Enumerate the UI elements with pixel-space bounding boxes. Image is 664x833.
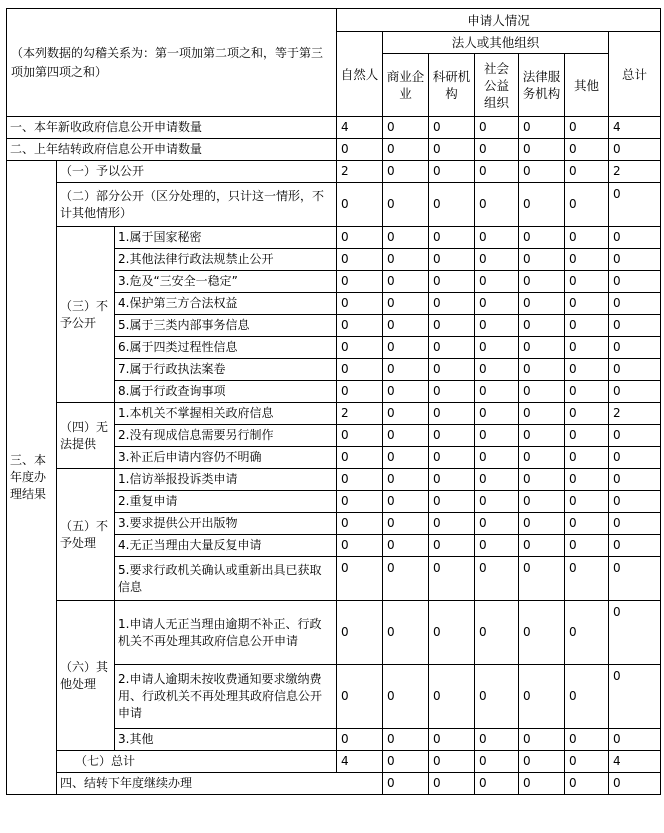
cell-natural-person: 0	[337, 601, 383, 665]
header-public-welfare: 社会公益组织	[475, 54, 519, 117]
cell-other: 0	[565, 665, 609, 729]
cell-other: 0	[565, 117, 609, 139]
cell-legal-service: 0	[519, 139, 565, 161]
cell-natural-person: 0	[337, 665, 383, 729]
cell-commercial: 0	[383, 665, 429, 729]
cell-other: 0	[565, 315, 609, 337]
cell-total: 0	[609, 665, 661, 729]
cell-other: 0	[565, 513, 609, 535]
cell-natural-person: 0	[337, 249, 383, 271]
cell-total: 4	[609, 751, 661, 773]
cell-total: 2	[609, 403, 661, 425]
row-label: 2.其他法律行政法规禁止公开	[115, 249, 337, 271]
cell-natural-person: 0	[337, 447, 383, 469]
cell-legal-service: 0	[519, 469, 565, 491]
cell-research: 0	[429, 249, 475, 271]
table-row	[7, 161, 661, 183]
cell-public-welfare: 0	[475, 161, 519, 183]
row-label: 8.属于行政查询事项	[115, 381, 337, 403]
cell-research: 0	[429, 227, 475, 249]
section-3-label: 三、本年度办理结果	[7, 161, 57, 795]
cell-public-welfare: 0	[475, 139, 519, 161]
cell-public-welfare: 0	[475, 729, 519, 751]
cell-other: 0	[565, 337, 609, 359]
cell-other: 0	[609, 773, 661, 795]
cell-research: 0	[429, 337, 475, 359]
row-label: 2.没有现成信息需要另行制作	[115, 425, 337, 447]
group-label-not-disclosed: （三）不予公开	[57, 227, 115, 403]
header-applicant-info: 申请人情况	[337, 9, 661, 32]
cell-other: 0	[565, 601, 609, 665]
cell-public-welfare: 0	[475, 381, 519, 403]
cell-public-welfare: 0	[475, 535, 519, 557]
cell-total: 0	[609, 601, 661, 665]
table-row	[7, 601, 661, 665]
cell-research: 0	[429, 403, 475, 425]
cell-public-welfare: 0	[475, 271, 519, 293]
cell-research: 0	[429, 183, 475, 227]
cell-natural-person: 0	[337, 315, 383, 337]
cell-public-welfare: 0	[475, 183, 519, 227]
row-label: 2.申请人逾期未按收费通知要求缴纳费用、行政机关不再处理其政府信息公开申请	[115, 665, 337, 729]
cell-commercial: 0	[383, 469, 429, 491]
cell-total: 0	[609, 293, 661, 315]
group-label-not-processed: （五）不予处理	[57, 469, 115, 601]
row-label: 4.无正当理由大量反复申请	[115, 535, 337, 557]
cell-public-welfare: 0	[475, 403, 519, 425]
cell-public-welfare: 0	[475, 359, 519, 381]
cell-other: 0	[565, 293, 609, 315]
cell-other: 0	[565, 161, 609, 183]
cell-total: 0	[609, 359, 661, 381]
cell-total: 0	[609, 491, 661, 513]
cell-public-welfare: 0	[475, 601, 519, 665]
row-label: 二、上年结转政府信息公开申请数量	[7, 139, 337, 161]
cell-research: 0	[429, 665, 475, 729]
cell-research: 0	[429, 359, 475, 381]
cell-research: 0	[429, 447, 475, 469]
cell-total: 0	[609, 249, 661, 271]
cell-natural-person: 0	[337, 183, 383, 227]
header-other: 其他	[565, 54, 609, 117]
cell-other: 0	[565, 751, 609, 773]
cell-legal-service: 0	[519, 535, 565, 557]
cell-total: 0	[609, 535, 661, 557]
cell-commercial: 0	[383, 337, 429, 359]
cell-total: 0	[609, 183, 661, 227]
table-row	[7, 469, 661, 491]
row-label: 5.要求行政机关确认或重新出具已获取信息	[115, 557, 337, 601]
cell-legal-service: 0	[519, 665, 565, 729]
cell-research: 0	[429, 469, 475, 491]
cell-legal-service: 0	[519, 293, 565, 315]
cell-research: 0	[429, 535, 475, 557]
cell-research: 0	[429, 729, 475, 751]
cell-public-welfare: 0	[475, 469, 519, 491]
cell-research: 0	[429, 557, 475, 601]
cell-public-welfare: 0	[475, 315, 519, 337]
cell-research: 0	[429, 139, 475, 161]
cell-legal-service: 0	[519, 117, 565, 139]
cell-research: 0	[429, 293, 475, 315]
cell-natural-person: 0	[337, 337, 383, 359]
cell-natural-person: 2	[337, 161, 383, 183]
cell-natural-person: 0	[337, 729, 383, 751]
cell-public-welfare: 0	[519, 773, 565, 795]
table-row	[7, 751, 661, 773]
cell-total: 0	[609, 447, 661, 469]
cell-legal-service: 0	[519, 557, 565, 601]
cell-legal-service: 0	[519, 403, 565, 425]
cell-natural-person: 0	[337, 139, 383, 161]
cell-research: 0	[429, 161, 475, 183]
cell-other: 0	[565, 425, 609, 447]
cell-commercial: 0	[383, 183, 429, 227]
cell-research: 0	[429, 513, 475, 535]
cell-natural-person: 0	[337, 227, 383, 249]
cell-commercial: 0	[383, 425, 429, 447]
table-row	[7, 183, 661, 227]
cell-total: 0	[609, 425, 661, 447]
cell-legal-service: 0	[519, 381, 565, 403]
cell-public-welfare: 0	[475, 447, 519, 469]
cell-commercial: 0	[383, 117, 429, 139]
header-legal-service: 法律服务机构	[519, 54, 565, 117]
cell-other: 0	[565, 557, 609, 601]
cell-natural-person: 0	[337, 535, 383, 557]
cell-natural-person: 0	[383, 773, 429, 795]
cell-natural-person: 0	[337, 425, 383, 447]
header-total: 总计	[609, 32, 661, 117]
cell-natural-person: 0	[337, 557, 383, 601]
cell-natural-person: 0	[337, 491, 383, 513]
cell-research: 0	[429, 271, 475, 293]
cell-total: 4	[609, 117, 661, 139]
cell-research: 0	[429, 751, 475, 773]
cell-total: 0	[609, 381, 661, 403]
cell-commercial: 0	[383, 491, 429, 513]
cell-total: 0	[609, 227, 661, 249]
cell-other: 0	[565, 535, 609, 557]
header-commercial: 商业企业	[383, 54, 429, 117]
row-label: 3.要求提供公开出版物	[115, 513, 337, 535]
cell-legal-service: 0	[519, 271, 565, 293]
header-legal-group: 法人或其他组织	[383, 32, 609, 54]
cell-natural-person: 0	[337, 359, 383, 381]
cell-other: 0	[565, 403, 609, 425]
group-label-unavailable: （四）无法提供	[57, 403, 115, 469]
row-label: 7.属于行政执法案卷	[115, 359, 337, 381]
cell-other: 0	[565, 139, 609, 161]
cell-total: 2	[609, 161, 661, 183]
cell-other: 0	[565, 729, 609, 751]
cell-research: 0	[429, 117, 475, 139]
row-label: 四、结转下年度继续办理	[57, 773, 383, 795]
cell-other: 0	[565, 469, 609, 491]
cell-research: 0	[429, 491, 475, 513]
cell-commercial: 0	[383, 359, 429, 381]
cell-other: 0	[565, 271, 609, 293]
cell-natural-person: 4	[337, 751, 383, 773]
cell-commercial: 0	[383, 315, 429, 337]
cell-public-welfare: 0	[475, 293, 519, 315]
cell-legal-service: 0	[519, 751, 565, 773]
row-label: 3.危及“三安全一稳定”	[115, 271, 337, 293]
cell-commercial: 0	[383, 293, 429, 315]
table-note: （本列数据的勾稽关系为：第一项加第二项之和，等于第三项加第四项之和）	[7, 9, 337, 117]
cell-commercial: 0	[429, 773, 475, 795]
row-label: 5.属于三类内部事务信息	[115, 315, 337, 337]
cell-total: 0	[609, 557, 661, 601]
cell-other: 0	[565, 249, 609, 271]
row-label: 一、本年新收政府信息公开申请数量	[7, 117, 337, 139]
cell-total: 0	[609, 469, 661, 491]
cell-natural-person: 4	[337, 117, 383, 139]
row-label: 6.属于四类过程性信息	[115, 337, 337, 359]
row-label: （二）部分公开（区分处理的，只计这一情形，不计其他情形）	[57, 183, 337, 227]
cell-public-welfare: 0	[475, 117, 519, 139]
cell-legal-service: 0	[519, 249, 565, 271]
cell-total: 0	[609, 139, 661, 161]
group-label-other-processing: （六）其他处理	[57, 601, 115, 751]
cell-natural-person: 2	[337, 403, 383, 425]
cell-other: 0	[565, 381, 609, 403]
row-label: 1.申请人无正当理由逾期不补正、行政机关不再处理其政府信息公开申请	[115, 601, 337, 665]
cell-natural-person: 0	[337, 271, 383, 293]
cell-public-welfare: 0	[475, 425, 519, 447]
table-row	[7, 227, 661, 249]
row-label: 3.补正后申请内容仍不明确	[115, 447, 337, 469]
cell-commercial: 0	[383, 601, 429, 665]
cell-commercial: 0	[383, 447, 429, 469]
cell-commercial: 0	[383, 161, 429, 183]
cell-public-welfare: 0	[475, 491, 519, 513]
cell-natural-person: 0	[337, 293, 383, 315]
cell-commercial: 0	[383, 227, 429, 249]
row-label: 1.信访举报投诉类申请	[115, 469, 337, 491]
cell-legal-service: 0	[519, 161, 565, 183]
cell-legal-service: 0	[519, 315, 565, 337]
row-label: 3.其他	[115, 729, 337, 751]
table-row	[7, 117, 661, 139]
cell-commercial: 0	[383, 249, 429, 271]
cell-legal-service: 0	[519, 359, 565, 381]
cell-natural-person: 0	[337, 469, 383, 491]
cell-total: 0	[609, 729, 661, 751]
row-label: （一）予以公开	[57, 161, 337, 183]
cell-legal-service: 0	[519, 425, 565, 447]
cell-legal-service: 0	[565, 773, 609, 795]
cell-legal-service: 0	[519, 447, 565, 469]
cell-total: 0	[609, 271, 661, 293]
cell-total: 0	[609, 513, 661, 535]
cell-public-welfare: 0	[475, 249, 519, 271]
header-research: 科研机构	[429, 54, 475, 117]
cell-commercial: 0	[383, 139, 429, 161]
cell-public-welfare: 0	[475, 751, 519, 773]
cell-commercial: 0	[383, 751, 429, 773]
cell-total: 0	[609, 337, 661, 359]
cell-natural-person: 0	[337, 381, 383, 403]
cell-research: 0	[475, 773, 519, 795]
table-row	[7, 139, 661, 161]
cell-commercial: 0	[383, 557, 429, 601]
table-row	[7, 403, 661, 425]
cell-commercial: 0	[383, 513, 429, 535]
header-natural-person: 自然人	[337, 32, 383, 117]
cell-natural-person: 0	[337, 513, 383, 535]
cell-public-welfare: 0	[475, 557, 519, 601]
row-label: 2.重复申请	[115, 491, 337, 513]
cell-other: 0	[565, 359, 609, 381]
row-label: （七）总计	[57, 751, 337, 773]
cell-commercial: 0	[383, 271, 429, 293]
cell-other: 0	[565, 227, 609, 249]
cell-commercial: 0	[383, 729, 429, 751]
table-row	[7, 773, 661, 795]
cell-legal-service: 0	[519, 227, 565, 249]
cell-other: 0	[565, 447, 609, 469]
cell-public-welfare: 0	[475, 513, 519, 535]
cell-legal-service: 0	[519, 183, 565, 227]
cell-legal-service: 0	[519, 337, 565, 359]
cell-commercial: 0	[383, 381, 429, 403]
cell-commercial: 0	[383, 535, 429, 557]
cell-other: 0	[565, 183, 609, 227]
cell-other: 0	[565, 491, 609, 513]
cell-total: 0	[609, 315, 661, 337]
cell-legal-service: 0	[519, 491, 565, 513]
row-label: 4.保护第三方合法权益	[115, 293, 337, 315]
cell-research: 0	[429, 315, 475, 337]
cell-legal-service: 0	[519, 513, 565, 535]
cell-research: 0	[429, 381, 475, 403]
cell-public-welfare: 0	[475, 337, 519, 359]
cell-research: 0	[429, 425, 475, 447]
cell-public-welfare: 0	[475, 665, 519, 729]
row-label: 1.属于国家秘密	[115, 227, 337, 249]
cell-public-welfare: 0	[475, 227, 519, 249]
cell-legal-service: 0	[519, 729, 565, 751]
cell-legal-service: 0	[519, 601, 565, 665]
disclosure-stats-table	[6, 8, 661, 795]
row-label: 1.本机关不掌握相关政府信息	[115, 403, 337, 425]
cell-commercial: 0	[383, 403, 429, 425]
cell-research: 0	[429, 601, 475, 665]
